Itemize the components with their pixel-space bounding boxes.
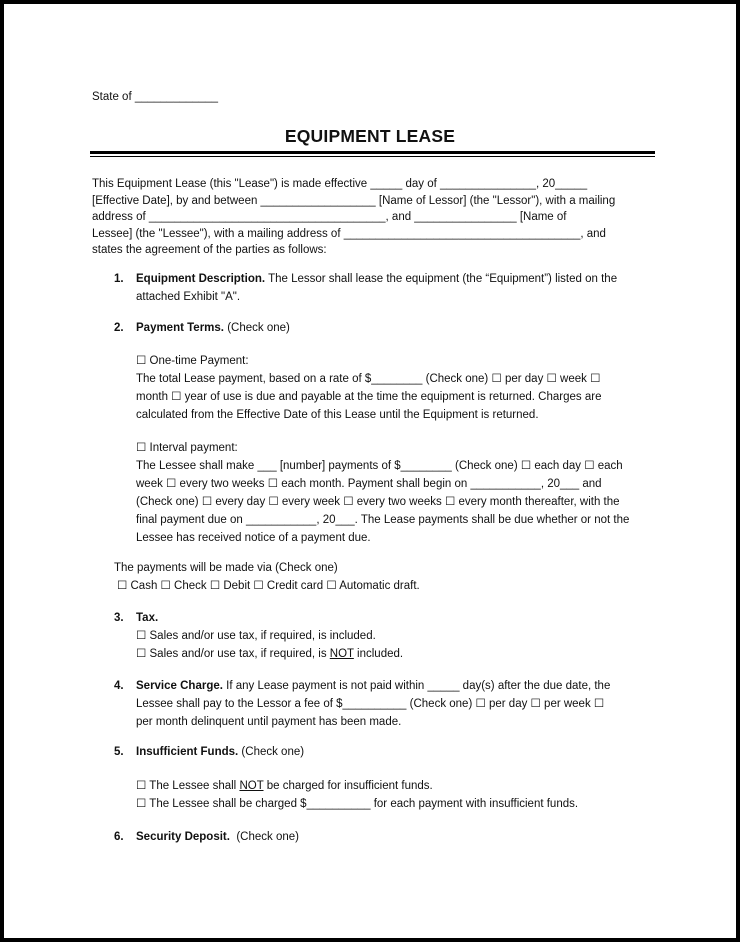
intro-line: states the agreement of the parties as follows: bbox=[92, 244, 327, 256]
interval-payment-checkbox[interactable]: ☐ Interval payment: bbox=[136, 442, 238, 454]
onetime-payment-line: The total Lease payment, based on a rate of $________ (Check one) ☐ per day ☐ week ☐ bbox=[136, 373, 601, 385]
intro-line: This Equipment Lease (this "Lease") is made effective _____ day of _______________, 20_____ bbox=[92, 178, 588, 190]
section-text: The Lessor shall lease the equipment (the “Equipment”) listed on the bbox=[265, 273, 618, 285]
onetime-payment-checkbox[interactable]: ☐ One-time Payment: bbox=[136, 355, 249, 367]
interval-payment-line: week ☐ every two weeks ☐ each month. Payment shall begin on ___________, 20___ and bbox=[136, 478, 602, 490]
intro-line: [Effective Date], by and between __________________ [Name of Lessor] (the "Lessor"), with a mailing bbox=[92, 194, 616, 207]
onetime-payment-block bbox=[136, 352, 658, 424]
onetime-payment-line: month ☐ year of use is due and payable at the time the equipment is returned. Charges are bbox=[136, 391, 602, 403]
state-line: State of _____________ bbox=[92, 91, 218, 103]
section-equipment-description bbox=[136, 270, 658, 306]
section-text: (Check one) bbox=[229, 831, 299, 843]
payment-method-label: The payments will be made via (Check one) bbox=[114, 562, 338, 574]
section-number: 4. bbox=[114, 680, 124, 692]
section-heading: Payment Terms. bbox=[136, 322, 224, 334]
section-number: 6. bbox=[114, 831, 124, 843]
underlined-not: NOT bbox=[329, 648, 354, 660]
tax-not-included-checkbox[interactable] bbox=[136, 645, 658, 663]
section-tax bbox=[136, 609, 658, 663]
not-charged-checkbox[interactable] bbox=[136, 777, 658, 795]
section-insufficient-funds bbox=[136, 743, 658, 761]
intro-paragraph bbox=[92, 176, 658, 259]
section-heading: Equipment Description. bbox=[136, 273, 266, 285]
section-payment-terms bbox=[136, 319, 658, 337]
document-title: EQUIPMENT LEASE bbox=[284, 126, 456, 146]
section-service-charge bbox=[136, 677, 658, 731]
section-text: Lessee shall pay to the Lessor a fee of $__________ (Check one) ☐ per day ☐ per week ☐ bbox=[136, 698, 605, 710]
payment-method-block bbox=[114, 559, 420, 595]
section-security-deposit bbox=[136, 828, 658, 846]
section-heading: Service Charge. bbox=[136, 680, 223, 692]
onetime-payment-line: calculated from the Effective Date of this Lease until the Equipment is returned. bbox=[136, 409, 539, 421]
checkbox-text: ☐ The Lessee shall bbox=[136, 780, 240, 792]
intro-line: Lessee] (the "Lessee"), with a mailing address of _____________________________________, and bbox=[92, 227, 606, 240]
section-text: (Check one) bbox=[224, 322, 290, 334]
interval-payment-block bbox=[136, 439, 658, 547]
section-heading: Security Deposit. bbox=[136, 831, 230, 843]
section-text: If any Lease payment is not paid within _____ day(s) after the due date, the bbox=[222, 680, 611, 692]
section-number: 3. bbox=[114, 612, 124, 624]
insufficient-funds-options bbox=[136, 777, 658, 813]
payment-method-options[interactable]: ☐ Cash ☐ Check ☐ Debit ☐ Credit card ☐ Automatic draft. bbox=[117, 580, 420, 592]
interval-payment-line: Lessee has received notice of a payment due. bbox=[136, 532, 371, 544]
section-text: attached Exhibit "A". bbox=[136, 291, 241, 303]
interval-payment-line: (Check one) ☐ every day ☐ every week ☐ every two weeks ☐ every month thereafter, with the bbox=[136, 496, 620, 508]
checkbox-text: included. bbox=[353, 648, 404, 660]
interval-payment-line: final payment due on ___________, 20___. The Lease payments shall be due whether or not the bbox=[136, 514, 630, 526]
section-number: 2. bbox=[114, 322, 124, 334]
section-number: 5. bbox=[114, 746, 124, 758]
checkbox-text: ☐ Sales and/or use tax, if required, is bbox=[136, 648, 330, 660]
section-heading: Insufficient Funds. bbox=[136, 746, 239, 758]
interval-payment-line: The Lessee shall make ___ [number] payments of $________ (Check one) ☐ each day ☐ each bbox=[136, 460, 623, 472]
checkbox-text: be charged for insufficient funds. bbox=[263, 780, 433, 792]
intro-line: address of _____________________________________, and ________________ [Name of bbox=[92, 211, 567, 223]
underlined-not: NOT bbox=[239, 780, 264, 792]
title-rule-thick bbox=[90, 151, 655, 154]
section-heading: Tax. bbox=[136, 612, 159, 624]
tax-included-checkbox[interactable]: ☐ Sales and/or use tax, if required, is included. bbox=[136, 630, 376, 642]
section-text: per month delinquent until payment has been made. bbox=[136, 716, 402, 728]
section-text: (Check one) bbox=[238, 746, 305, 758]
section-number: 1. bbox=[114, 273, 124, 285]
charged-checkbox[interactable]: ☐ The Lessee shall be charged $__________ for each payment with insufficient funds. bbox=[136, 798, 579, 810]
title-rule-thin bbox=[90, 156, 655, 157]
